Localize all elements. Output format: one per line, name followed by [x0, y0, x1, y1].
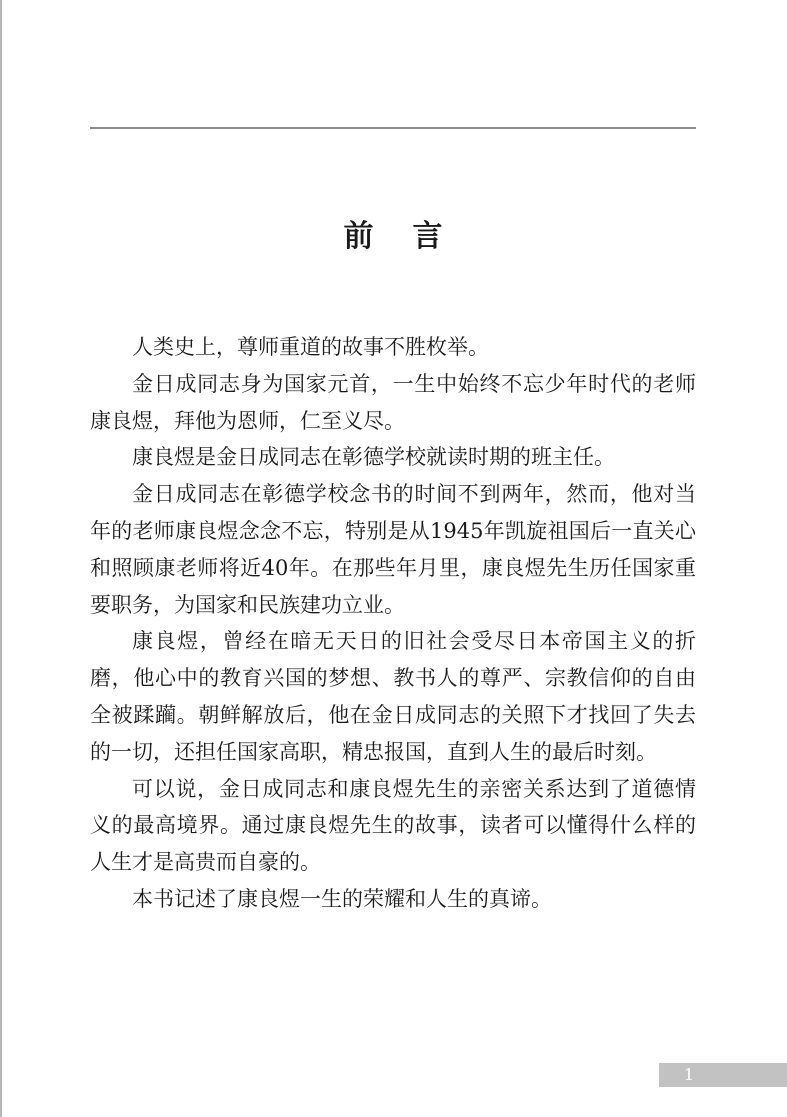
paragraph-7: 本书记述了康良煜一生的荣耀和人生的真谛。	[132, 886, 552, 911]
paragraph-1: 人类史上，尊师重道的故事不胜枚举。	[132, 335, 489, 359]
paragraph-6: 可以说，金日成同志和康良煜先生的亲密关系达到了道德情义的最高境界。通过康良煜先生的故事，读者可以懂得什么样的人生才是高贵而自豪的。	[90, 776, 696, 875]
title-char-1: 前	[343, 219, 375, 254]
page-left-edge	[0, 0, 2, 1117]
preface-body	[90, 329, 696, 918]
page-number: 1	[683, 1065, 695, 1084]
paragraph-2: 金日成同志身为国家元首，一生中始终不忘少年时代的老师康良煜，拜他为恩师，仁至义尽。	[90, 371, 696, 433]
paragraph-5: 康良煜，曾经在暗无天日的旧社会受尽日本帝国主义的折磨，他心中的教育兴国的梦想、教书人的尊严、宗教信仰的自由全被蹂躏。朝鲜解放后，他在金日成同志的关照下才找回了失去的一切，还担任国家高职，精忠报国，直到人生的最后时刻。	[90, 629, 696, 764]
paragraph-3: 康良煜是金日成同志在彰德学校就读时期的班主任。	[132, 445, 615, 470]
paragraph-4: 金日成同志在彰德学校念书的时间不到两年，然而，他对当年的老师康良煜念念不忘，特别是从1945年凯旋祖国后一直关心和照顾康老师将近40年。在那些年月里，康良煜先生历任国家重要职务，为国家和民族建功立业。	[90, 482, 696, 617]
header-rule	[90, 127, 696, 129]
title-char-2: 言	[412, 219, 444, 254]
page-title	[0, 212, 787, 262]
